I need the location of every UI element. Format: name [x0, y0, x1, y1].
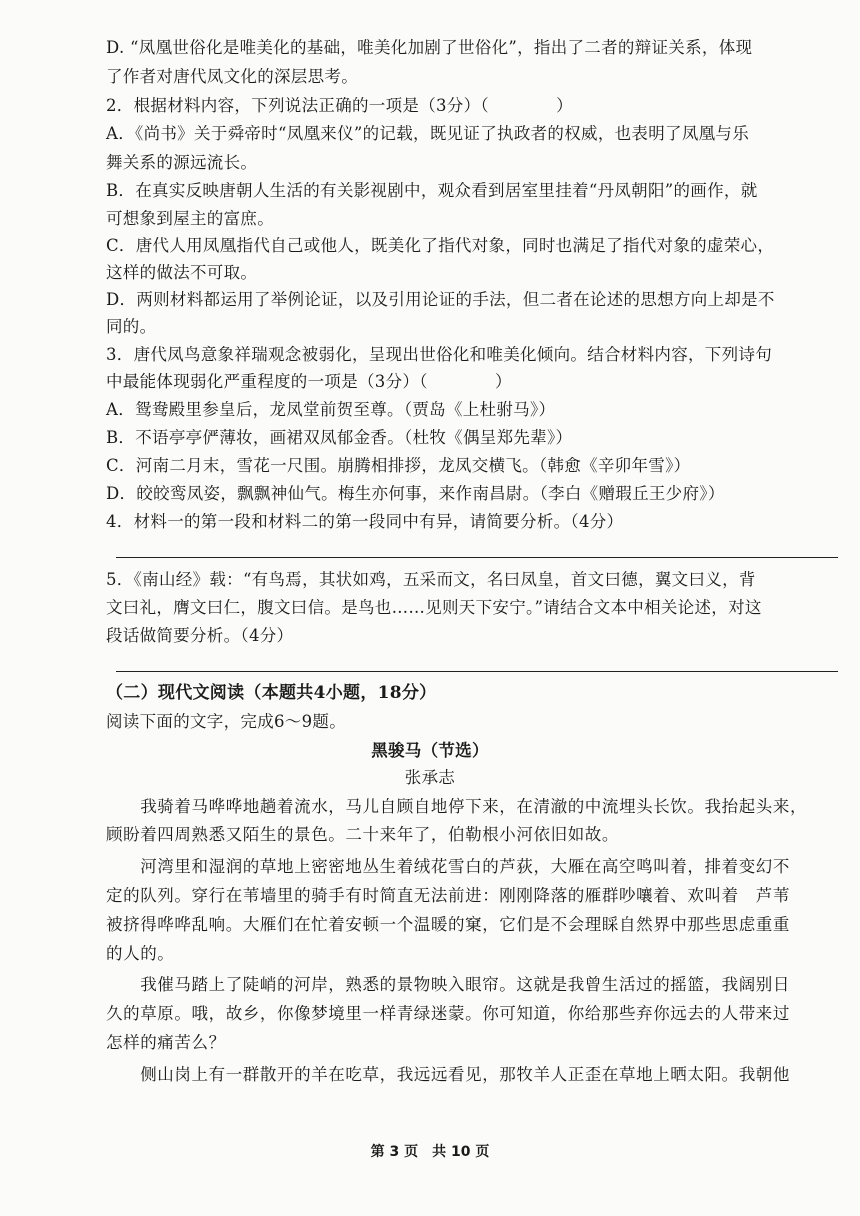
text-line: 了作者对唐代凤文化的深层思考。	[106, 67, 358, 86]
text-line: 舞关系的源远流长。	[106, 153, 258, 172]
text-line: 可想象到屋主的富庶。	[106, 209, 274, 228]
passage-line: 的人的。	[106, 944, 175, 963]
question-2: 2．根据材料内容，下列说法正确的一项是（3分）（ ）	[106, 96, 573, 115]
text-line: 中最能体现弱化严重程度的一项是（3分）（ ）	[106, 372, 512, 391]
option-c: C．河南二月末，雪花一尺围。崩腾相排拶，龙凤交横飞。（韩愈《辛卯年雪》）	[106, 456, 691, 475]
passage-line: 怎样的痛苦么？	[106, 1033, 226, 1052]
question-3: 3．唐代凤鸟意象祥瑞观念被弱化，呈现出世俗化和唯美化倾向。结合材料内容，下列诗句	[106, 345, 772, 364]
passage-line: 侧山岗上有一群散开的羊在吃草，我远远看见，那牧羊人正歪在草地上晒太阳。我朝他	[106, 1065, 790, 1084]
option-a: A．鸳鸯殿里参皇后，龙凤堂前贺至尊。（贾岛《上杜驸马》）	[106, 400, 556, 419]
text-line: 段话做简要分析。（4分）	[106, 626, 294, 645]
text-line: 同的。	[106, 317, 157, 336]
passage-line: 河湾里和湿润的草地上密密地丛生着绒花雪白的芦荻，大雁在高空鸣叫着，排着变幻不	[106, 857, 790, 876]
option-d: D．两则材料都运用了举例论证，以及引用论证的手法，但二者在论述的思想方向上却是不	[106, 290, 775, 309]
option-b: B．不语亭亭俨薄妆，画裙双凤郁金香。（杜牧《偶呈郑先辈》）	[106, 428, 573, 447]
article-author: 张承志	[404, 768, 456, 787]
text-line: 这样的做法不可取。	[106, 263, 258, 282]
passage-line: 久的草原。哦，故乡，你像梦境里一样青绿迷蒙。你可知道，你给那些弃你远去的人带来过	[106, 1004, 790, 1023]
passage-line: 顾盼着四周熟悉又陌生的景色。二十来年了，伯勒根小河依旧如故。	[106, 825, 619, 844]
instruction: 阅读下面的文字，完成6～9题。	[106, 712, 346, 731]
text-line: 文曰礼，膺文曰仁，腹文曰信。是鸟也……见则天下安宁。”请结合文本中相关论述，对这	[106, 598, 762, 617]
page-number: 第 3 页 共 10 页	[370, 1144, 490, 1160]
passage-line: 我骑着马哗哗地趟着流水，马儿自顾自地停下来，在清澈的中流埋头长饮。我抬起头来，	[106, 797, 808, 816]
article-title: 黑骏马（节选）	[371, 741, 489, 760]
option-b: B．在真实反映唐朝人生活的有关影视剧中，观众看到居室里挂着“丹凤朝阳”的画作，就	[106, 181, 758, 200]
text-line: D. “凤凰世俗化是唯美化的基础，唯美化加剧了世俗化”，指出了二者的辩证关系，体现	[106, 38, 753, 57]
section-heading: （二）现代文阅读（本题共4小题，18分）	[106, 683, 437, 703]
passage-line: 定的队列。穿行在苇墙里的骑手有时简直无法前进：刚刚降落的雁群吵嚷着、欢叫着 芦苇	[106, 886, 790, 905]
question-5: 5．《南山经》载：“有鸟焉，其状如鸡，五采而文，名曰凤皇，首文曰德，翼文曰义，背	[106, 570, 756, 589]
question-4: 4．材料一的第一段和材料二的第一段同中有异，请简要分析。（4分）	[106, 512, 624, 531]
option-d: D．皎皎鸾凤姿，飘飘神仙气。梅生亦何事，来作南昌尉。（李白《赠瑕丘王少府》）	[106, 484, 725, 503]
passage-line: 被挤得哗哗乱响。大雁们在忙着安顿一个温暖的窠，它们是不会理睬自然界中那些思虑重重	[106, 915, 790, 934]
option-a: A．《尚书》关于舜帝时“凤凰来仪”的记载，既见证了执政者的权威，也表明了凤凰与乐	[106, 124, 750, 143]
answer-line[interactable]	[116, 557, 838, 558]
passage-line: 我催马踏上了陡峭的河岸，熟悉的景物映入眼帘。这就是我曾生活过的摇篮，我阔别日	[106, 975, 790, 994]
answer-line[interactable]	[116, 671, 838, 672]
option-c: C．唐代人用凤凰指代自己或他人，既美化了指代对象，同时也满足了指代对象的虚荣心，	[106, 236, 775, 255]
